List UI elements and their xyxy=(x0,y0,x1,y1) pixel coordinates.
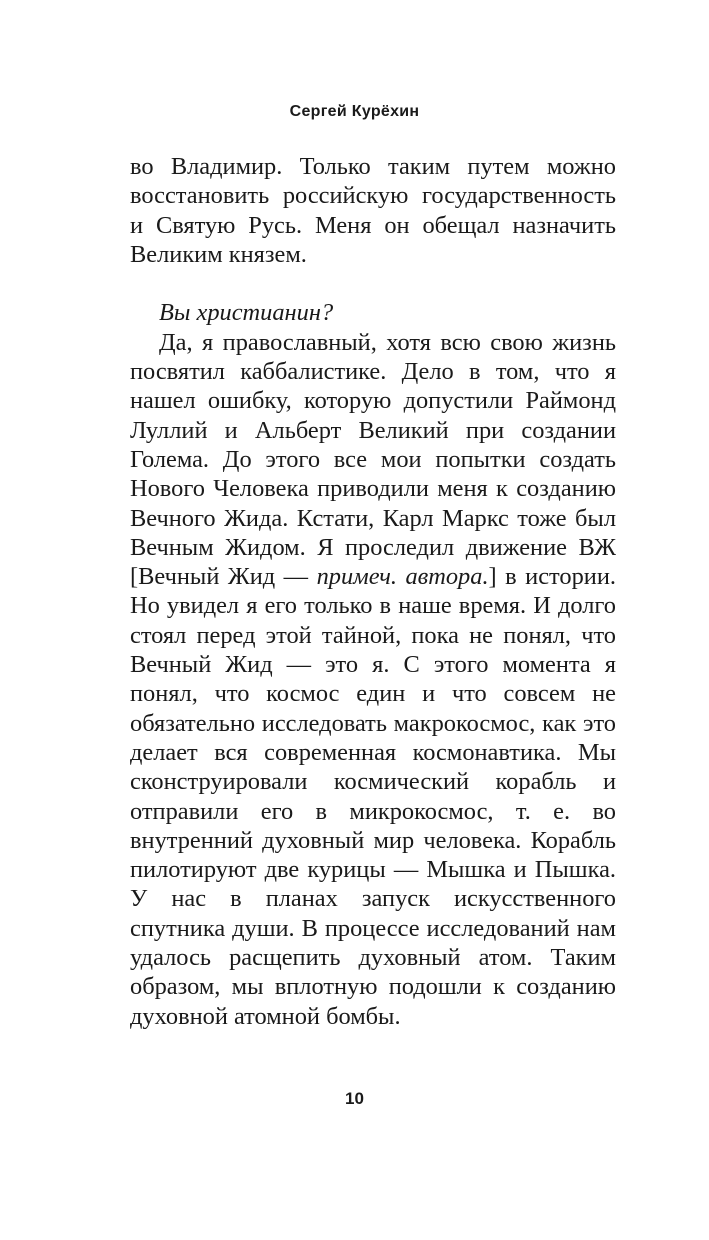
paragraph-continuation: во Владимир. Только таким путем можно восстановить российскую государственность и Святую Русь. Меня он обещал назначить Великим князем. xyxy=(130,153,616,268)
answer-text-part-1: Да, я православный, хотя всю свою жизнь посвятил каббалистике. Дело в том, что я нашел ошибку, которую допустили Раймонд Луллий и Альберт Великий при создании Голема. До этого все мои попытки создать Нового Человека приводили меня к созданию Вечного Жида. Кстати, Карл Маркс тоже был Вечным Жидом. Я проследил движение ВЖ [Вечный Жид — xyxy=(130,328,616,591)
answer-text-part-2: ] в истории. Но увидел я его только в наше время. И долго стоял перед этой тайной, пока не понял, что Вечный Жид — это я. С этого момента я понял, что космос един и что совсем не обязательно исследовать макрокосмос, как это делает вся современная космонавтика. Мы сконструировали космический корабль и отправили его в микрокосмос, т. е. во внутренний духовный мир человека. Корабль пилотируют две курицы — Мышка и Пышка. У нас в планах запуск искусственного спутника души. В процессе исследований нам удалось расщепить духовный атом. Таким образом, мы вплотную подошли к созданию духовной атомной бомбы. xyxy=(130,563,616,1030)
page-number: 10 xyxy=(345,1089,364,1108)
interview-question: Вы христианин? xyxy=(159,299,334,327)
running-head-author: Сергей Курёхин xyxy=(289,103,420,120)
body-text xyxy=(130,152,616,1031)
author-note: примеч. автора. xyxy=(316,563,489,591)
answer-paragraph xyxy=(130,328,616,1031)
